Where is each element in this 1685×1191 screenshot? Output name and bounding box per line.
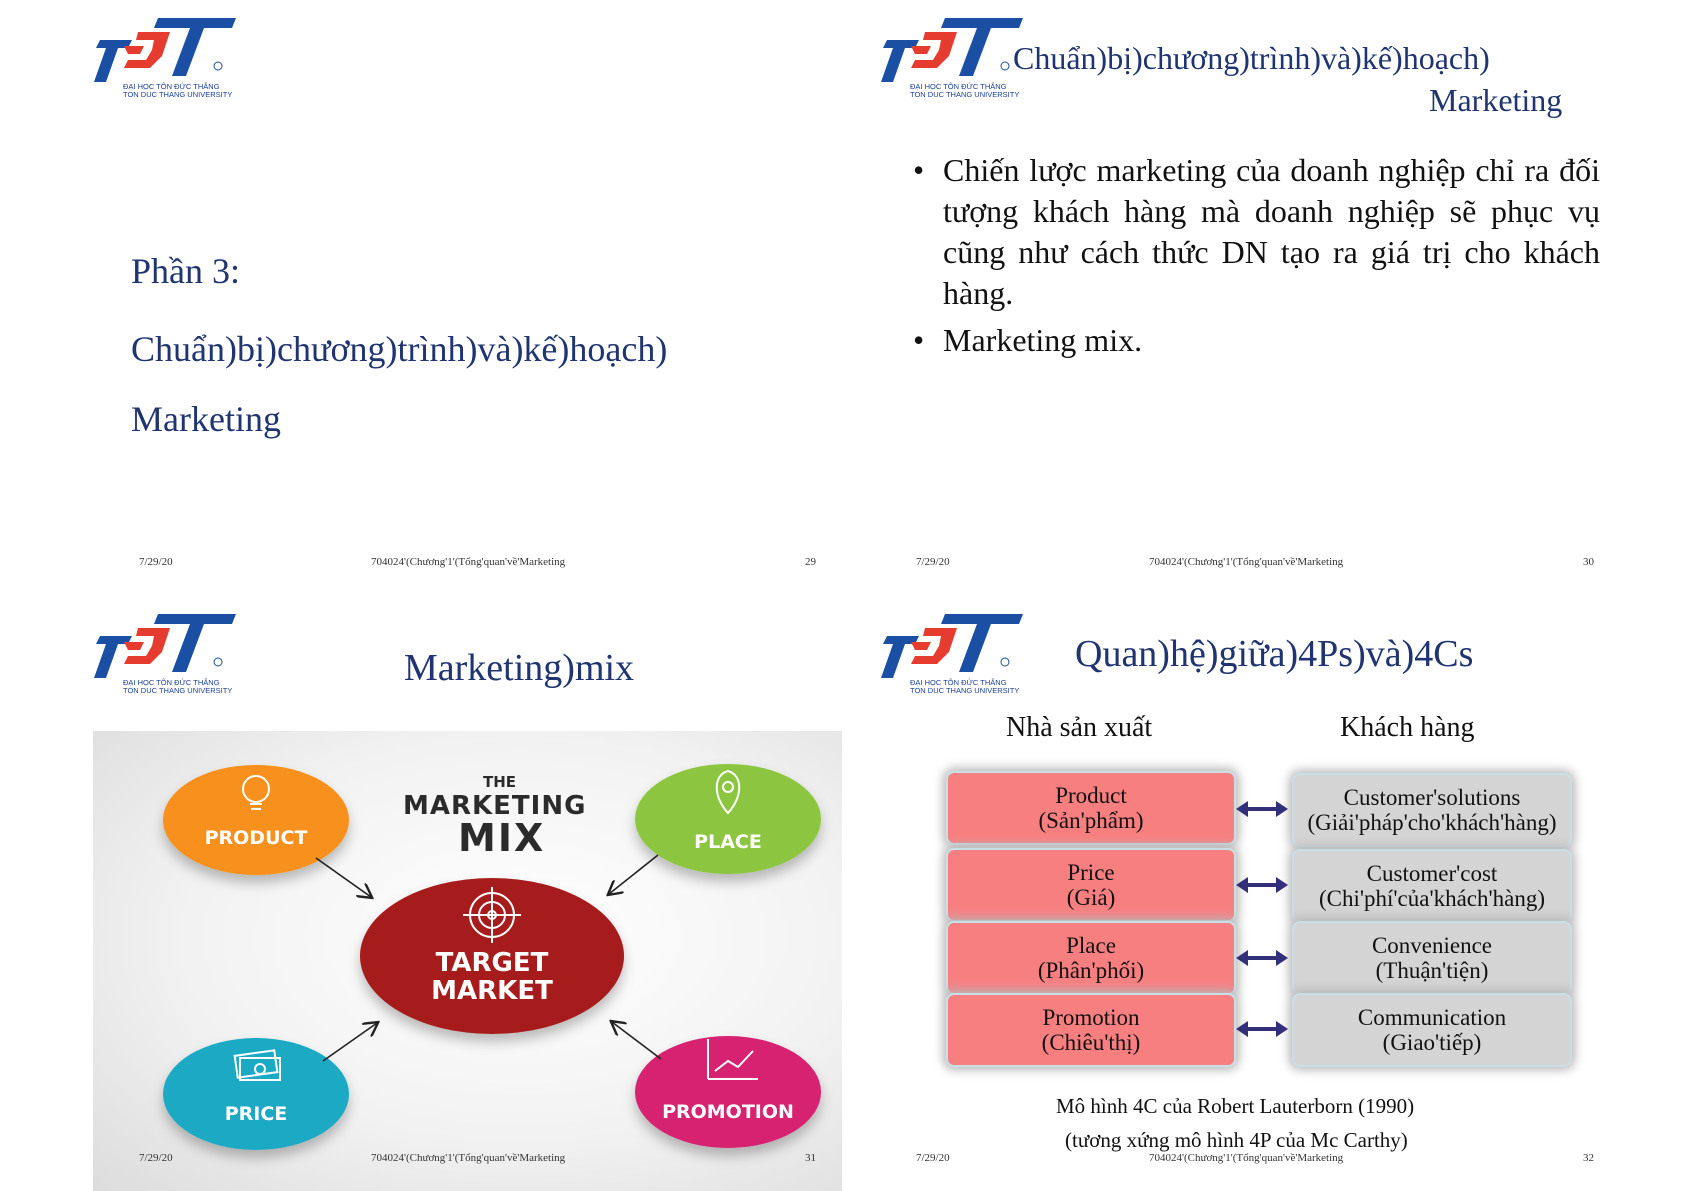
footer-page-number: 31 xyxy=(805,1152,816,1164)
p-box-name: Price xyxy=(1067,860,1115,885)
bullet-dot-icon: • xyxy=(913,322,925,358)
place-label: PLACE xyxy=(694,831,762,853)
c-box-vn: (Giao'tiếp) xyxy=(1382,1030,1482,1055)
c-box-name: Convenience xyxy=(1371,933,1493,958)
price-bubble xyxy=(163,1038,349,1150)
footer-page-number: 32 xyxy=(1583,1152,1594,1164)
logo-text-vn: ĐẠI HỌC TÔN ĐỨC THẮNG xyxy=(123,678,220,687)
p-box-price xyxy=(946,848,1236,922)
footer-date: 7/29/20 xyxy=(139,556,173,568)
p-box-name: Promotion xyxy=(1042,1005,1140,1030)
bullet-item xyxy=(913,320,1600,361)
double-arrow-icon xyxy=(1236,948,1288,968)
slide-title: Quan)hệ)giữa)4Ps)và)4Cs xyxy=(1075,633,1474,675)
logo-text-en: TON DUC THANG UNIVERSITY xyxy=(123,686,233,695)
double-arrow-icon xyxy=(1236,1019,1288,1039)
slide-title: Marketing)mix xyxy=(404,647,635,689)
mix-title-the: THE xyxy=(483,773,517,791)
footer-course: 704024'(Chương'1'(Tổng'quan'về'Marketing xyxy=(1149,556,1344,568)
tdt-logo xyxy=(879,606,1029,701)
c-box-solutions xyxy=(1292,773,1572,847)
c-box-vn: (Thuận'tiện) xyxy=(1375,958,1489,983)
footer-page-number: 30 xyxy=(1583,556,1594,568)
product-label: PRODUCT xyxy=(204,827,308,849)
c-box-name: Customer'solutions xyxy=(1343,785,1521,810)
price-label: PRICE xyxy=(224,1103,288,1125)
p-box-name: Place xyxy=(1066,933,1116,958)
bullet-list xyxy=(913,150,1600,367)
footer-course: 704024'(Chương'1'(Tổng'quan'về'Marketing xyxy=(371,556,566,568)
slide-title-line-1: Chuẩn)bị)chương)trình)và)kế)hoạch) xyxy=(1013,40,1490,76)
logo-text-vn: ĐẠI HỌC TÔN ĐỨC THẮNG xyxy=(123,82,220,91)
slide-30 xyxy=(843,0,1685,595)
p-box-promotion xyxy=(946,993,1236,1067)
c-box-cost xyxy=(1292,849,1572,923)
c-box-vn: (Giải'pháp'cho'khách'hàng) xyxy=(1307,810,1557,835)
c-box-vn: (Chi'phí'của'khách'hàng) xyxy=(1318,886,1546,911)
producer-column-header: Nhà sản xuất xyxy=(1006,712,1153,743)
footer-course: 704024'(Chương'1'(Tổng'quan'về'Marketing xyxy=(371,1152,566,1164)
bullet-item xyxy=(913,150,1600,314)
marketing-mix-image xyxy=(93,731,842,1191)
p-box-vn: (Giá) xyxy=(1066,885,1116,910)
logo-text-en: TON DUC THANG UNIVERSITY xyxy=(123,90,233,99)
bullet-text: Marketing mix. xyxy=(943,322,1143,358)
c-box-name: Customer'cost xyxy=(1366,861,1498,886)
c-box-name: Communication xyxy=(1357,1005,1507,1030)
slide-title-line-2: Marketing xyxy=(1429,82,1563,118)
p-box-name: Product xyxy=(1055,783,1127,808)
bullet-dot-icon: • xyxy=(913,152,925,188)
footer-date: 7/29/20 xyxy=(916,556,950,568)
bullet-text: Chiến lược marketing của doanh nghiệp chỉ ra đối tượng khách hàng mà doanh nghiệp sẽ phục vụ cũng như cách thức DN tạo ra giá trị cho khách hàng. xyxy=(943,152,1600,311)
c-box-convenience xyxy=(1292,921,1572,995)
double-arrow-icon xyxy=(1236,875,1288,895)
footer-date: 7/29/20 xyxy=(139,1152,173,1164)
tdt-logo xyxy=(92,10,242,105)
section-title-line-2: Marketing xyxy=(131,399,281,439)
target-label-2: MARKET xyxy=(431,976,553,1006)
p-box-place xyxy=(946,921,1236,995)
mix-title-mix: MIX xyxy=(458,816,546,860)
product-bubble xyxy=(163,765,349,875)
target-label-1: TARGET xyxy=(435,948,549,978)
promotion-bubble xyxy=(635,1036,821,1148)
footer-course: 704024'(Chương'1'(Tổng'quan'về'Marketing xyxy=(1149,1152,1344,1164)
p-box-vn: (Chiêu'thị) xyxy=(1041,1030,1141,1055)
slide-29 xyxy=(0,0,842,595)
c-box-communication xyxy=(1292,993,1572,1067)
logo-text-en: TON DUC THANG UNIVERSITY xyxy=(910,90,1020,99)
p-box-product xyxy=(946,771,1236,845)
section-part-label: Phần 3: xyxy=(131,251,241,291)
model-caption-1: Mô hình 4C của Robert Lauterborn (1990) xyxy=(1056,1094,1415,1118)
footer-date: 7/29/20 xyxy=(916,1152,950,1164)
section-title-line-1: Chuẩn)bị)chương)trình)và)kế)hoạch) xyxy=(131,329,668,369)
place-bubble xyxy=(635,764,821,874)
p-box-vn: (Phân'phối) xyxy=(1037,958,1145,983)
logo-text-vn: ĐẠI HỌC TÔN ĐỨC THẮNG xyxy=(910,82,1007,91)
slide-31 xyxy=(0,596,842,1191)
logo-text-en: TON DUC THANG UNIVERSITY xyxy=(910,686,1020,695)
logo-text-vn: ĐẠI HỌC TÔN ĐỨC THẮNG xyxy=(910,678,1007,687)
tdt-logo xyxy=(92,606,242,701)
tdt-logo xyxy=(879,10,1029,105)
p-box-vn: (Sản'phẩm) xyxy=(1038,808,1144,833)
double-arrow-icon xyxy=(1236,799,1288,819)
slide-32 xyxy=(843,596,1685,1191)
model-caption-2: (tương xứng mô hình 4P của Mc Carthy) xyxy=(1065,1128,1408,1152)
footer-page-number: 29 xyxy=(805,556,816,568)
mix-title-marketing: MARKETING xyxy=(403,791,587,821)
customer-column-header: Khách hàng xyxy=(1340,712,1475,743)
promotion-label: PROMOTION xyxy=(662,1101,794,1123)
